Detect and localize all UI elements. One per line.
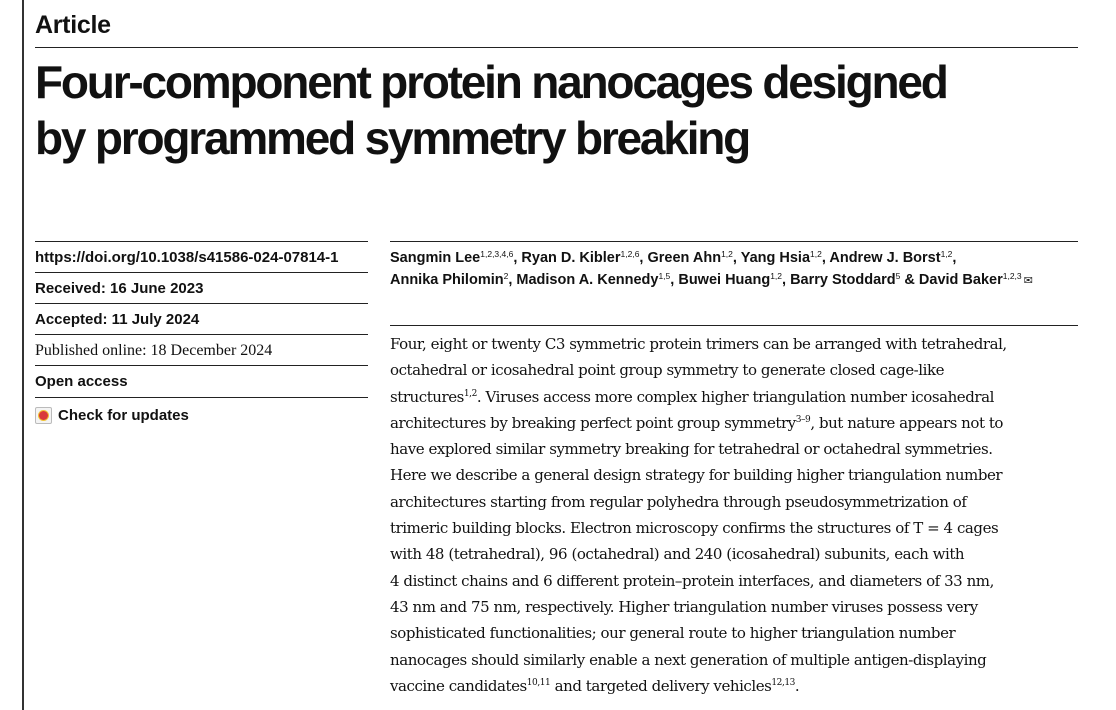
author-name[interactable]: Andrew J. Borst <box>829 250 941 266</box>
author-affiliation: 1,2 <box>810 249 822 259</box>
abstract-line: vaccine candidates$^{10,11}$ and targeted delivery vehicles$^{12,13}$. <box>390 676 800 695</box>
abstract-line: Four, eight or twenty C3 symmetric protein trimers can be arranged with tetrahedral, <box>390 335 1007 353</box>
received-date: Received: 16 June 2023 <box>35 272 368 303</box>
author-list <box>390 247 1090 292</box>
title-line: Four-component protein nanocages designed <box>35 56 947 108</box>
author-affiliation: 1,5 <box>658 271 671 281</box>
author-name[interactable]: Ryan D. Kibler <box>521 250 621 266</box>
abstract-line: with 48 (tetrahedral), 96 (octahedral) and 240 (icosahedral) subunits, each with <box>390 545 965 564</box>
reference-citation[interactable]: 3–9 <box>795 414 811 425</box>
reference-citation[interactable]: 1,2 <box>463 388 477 399</box>
author-affiliation: 2 <box>503 271 509 281</box>
article-meta <box>35 241 368 424</box>
author-affiliation: 1,2 <box>770 271 783 281</box>
crossmark-icon <box>35 407 52 424</box>
accepted-date: Accepted: 11 July 2024 <box>35 303 368 334</box>
page-margin-rule <box>22 0 24 710</box>
author-affiliation: 1,2,3,4,6 <box>480 249 514 259</box>
open-access-label: Open access <box>35 365 368 398</box>
header-rule <box>35 47 1078 48</box>
abstract-line: architectures by breaking perfect point group symmetry$^{3-9}$, but nature appears not to <box>390 413 1004 432</box>
author-affiliation: 1,2,3 <box>1002 271 1022 281</box>
abstract-line: architectures starting from regular polyhedra through pseudosymmetrization of <box>390 492 967 511</box>
author-name[interactable]: Barry Stoddard <box>790 272 896 288</box>
abstract-line: Here we describe a general design strategy for building higher triangulation number <box>390 466 1003 485</box>
check-for-updates-label: Check for updates <box>58 407 189 424</box>
author-affiliation: 5 <box>895 271 901 281</box>
reference-citation[interactable]: 10,11 <box>526 677 551 688</box>
abstract-line: octahedral or icosahedral point group symmetry to generate closed cage-like <box>390 361 945 380</box>
author-name[interactable]: Sangmin Lee <box>390 250 481 266</box>
author-name[interactable]: Green Ahn <box>647 250 722 266</box>
abstract-line: trimeric building blocks. Electron microscopy confirms the structures of T = 4 cages <box>390 519 999 538</box>
author-affiliation: 1,2 <box>721 249 733 259</box>
abstract-line: sophisticated functionalities; our general route to higher triangulation number <box>390 624 956 643</box>
check-for-updates-link[interactable] <box>35 398 368 424</box>
title-line: by programmed symmetry breaking <box>35 112 750 164</box>
abstract <box>390 331 1090 699</box>
article-title <box>35 54 1095 166</box>
author-name[interactable]: Madison A. Kennedy <box>516 272 659 288</box>
abstract-line: nanocages should similarly enable a next generation of multiple antigen-displaying <box>390 650 987 669</box>
author-affiliation: 1,2 <box>940 249 953 259</box>
author-name[interactable]: David Baker <box>918 272 1003 288</box>
abstract-line: structures$^{1,2}$. Viruses access more complex higher triangulation number icosahedral <box>390 387 994 406</box>
reference-citation[interactable]: 12,13 <box>771 677 795 688</box>
abstract-line: 4 distinct chains and 6 different protein–protein interfaces, and diameters of 33 nm, <box>390 571 994 590</box>
author-line: Sangmin Lee$^{1,2,3,4,6}$, Ryan D. Kibler$^{1,2,6}$, Green Ahn$^{1,2}$, Yang Hsia$^{1,2}$, Andrew J. Borst$^{1,2}$, <box>390 249 957 266</box>
corresponding-author-envelope-icon[interactable]: ✉ <box>1023 275 1033 287</box>
abstract-line: have explored similar symmetry breaking for tetrahedral or octahedral symmetries. <box>390 440 993 459</box>
author-name[interactable]: Annika Philomin <box>390 272 504 288</box>
abstract-rule <box>390 325 1078 326</box>
doi-link[interactable]: https://doi.org/10.1038/s41586-024-07814-1 <box>35 241 368 272</box>
article-type-label: Article <box>35 11 111 39</box>
author-name[interactable]: Yang Hsia <box>740 250 811 266</box>
published-date: Published online: 18 December 2024 <box>35 334 368 365</box>
author-affiliation: 1,2,6 <box>620 249 640 259</box>
authors-rule <box>390 241 1078 242</box>
abstract-line: 43 nm and 75 nm, respectively. Higher triangulation number viruses possess very <box>390 597 978 616</box>
author-line: Annika Philomin$^2$, Madison A. Kennedy$^{1,5}$, Buwei Huang$^{1,2}$, Barry Stoddard$^5$ & David Baker$^{1,2,3}$ ✉ <box>390 271 1033 288</box>
author-name[interactable]: Buwei Huang <box>678 272 771 288</box>
